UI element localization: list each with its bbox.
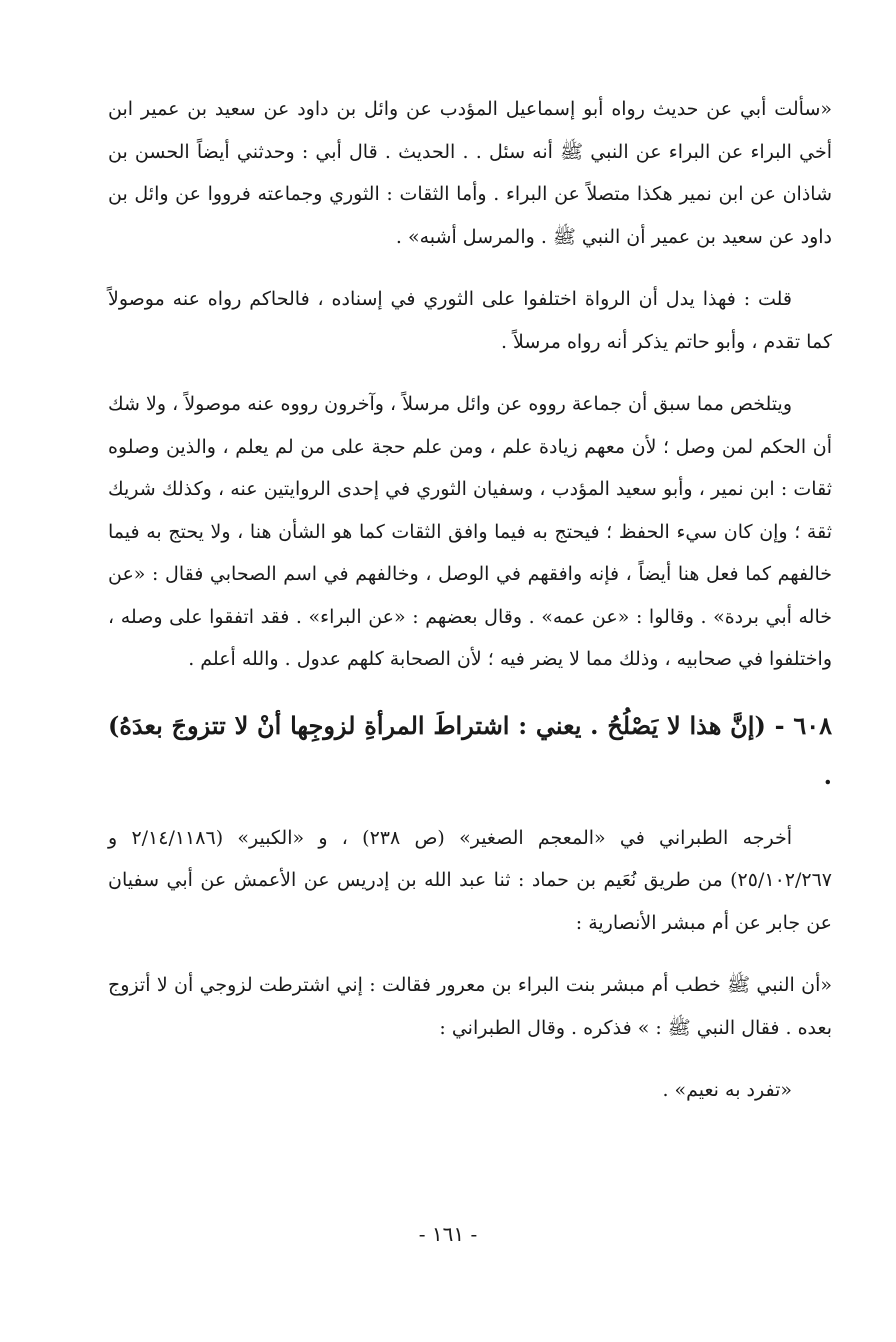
hadith-number: ٦٠٨ - xyxy=(774,710,833,740)
quote-paragraph: «سألت أبي عن حديث رواه أبو إسماعيل المؤدب عن وائل بن داود عن سعيد بن عمير ابن أخي البراء عن البراء عن النبي ﷺ أنه سئل . . الحديث . قال أبي : وحدثني أيضاً الحسن بن شاذان عن ابن نمير هكذا متصلاً عن البراء . وأما الثقات : الثوري وجماعته فرووا عن وائل بن داود عن سعيد بن عمير أن النبي ﷺ . والمرسل أشبه» . xyxy=(108,98,832,248)
takhrij-paragraph: أخرجه الطبراني في «المعجم الصغير» (ص ٢٣٨) ، و «الكبير» (٢/١٤/١١٨٦ و ٢٥/١٠٢/٢٦٧) من طريق نُعَيم بن حماد : ثنا عبد الله بن إدريس عن الأعمش عن أبي سفيان عن جابر عن أم مبشر الأنصارية : xyxy=(108,826,832,934)
comment-paragraph: قلت : فهذا يدل أن الرواة اختلفوا على الثوري في إسناده ، فالحاكم رواه عنه موصولاً كما تقدم ، وأبو حاتم يذكر أنه رواه مرسلاً . xyxy=(108,288,832,353)
summary-paragraph: ويتلخص مما سبق أن جماعة رووه عن وائل مرسلاً ، وآخرون رووه عنه موصولاً ، ولا شك أن الحكم لمن وصل ؛ لأن معهم زيادة علم ، ومن علم حجة على من لم يعلم ، والذين وصلوه ثقات : ابن نمير ، وأبو سعيد المؤدب ، وسفيان الثوري في إحدى الروايتين عنه ، وكذلك شريك ثقة ؛ وإن كان سيء الحفظ ؛ فيحتج به فيما وافق الثقات كما هو الشأن هنا ، ولا يحتج به فيما خالفهم كما فعل هنا أيضاً ، فإنه وافقهم في الوصل ، وخالفهم في اسم الصحابي فقال : «عن خاله أبي بردة» . وقالوا : «عن عمه» . وقال بعضهم : «عن البراء» . فقد اتفقوا على وصله ، واختلفوا في صحابيه ، وذلك مما لا يضر فيه ؛ لأن الصحابة كلهم عدول . والله أعلم . xyxy=(108,393,832,670)
page-number: - ١٦١ - xyxy=(418,1222,478,1246)
hadith-title: (إنَّ هذا لا يَصْلُحُ . يعني : اشتراطَ المرأةِ لزوجِها أنْ لا تتزوجَ بعدَهُ) . xyxy=(108,710,832,790)
page-body xyxy=(108,88,832,1132)
hadith-heading xyxy=(108,701,832,801)
tabarani-note: «تفرد به نعيم» . xyxy=(662,1079,792,1101)
hadith-text-paragraph: «أن النبي ﷺ خطب أم مبشر بنت البراء بن معرور فقالت : إني اشترطت لزوجي أن لا أتزوج بعده . فقال النبي ﷺ : » فذكره . وقال الطبراني : xyxy=(108,974,832,1039)
